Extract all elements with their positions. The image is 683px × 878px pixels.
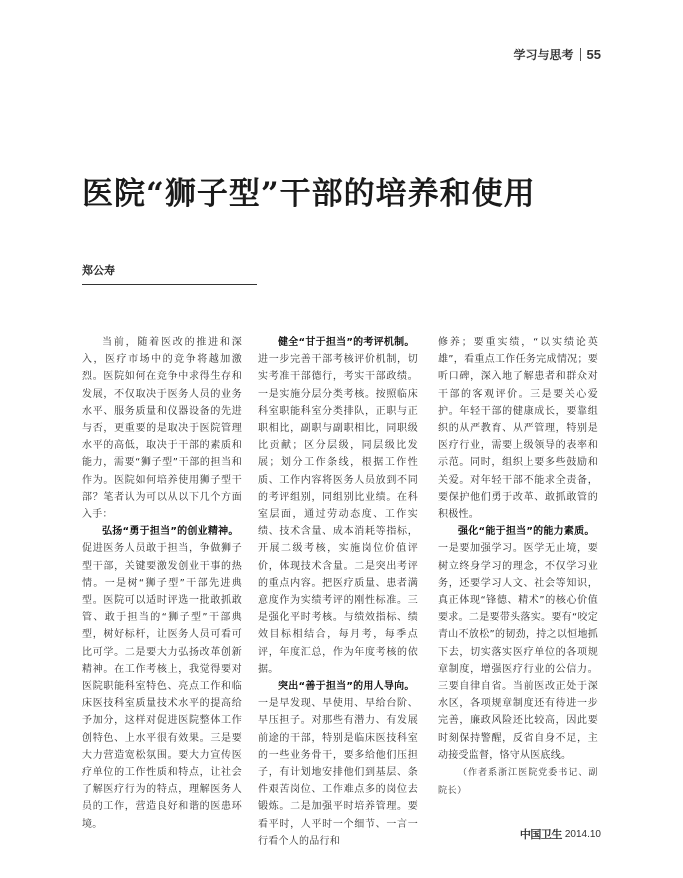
text-column-2 (258, 334, 418, 850)
text-column-3 (438, 334, 598, 800)
page-number: 55 (586, 47, 601, 62)
paragraph: 当前，随着医改的推进和深入，医疗市场中的竞争将越加激烈。医院如何在竞争中求得生存和发展，不仅取决于医务人员的业务水平、服务质量和仪器设备的先进与否，更重要的是取决于医院管理水平的高低，取决于干部的素质和能力，需要“狮子型”干部的担当和作为。医院如何培养使用狮子型干部？笔者认为可以从以下几个方面入手： (82, 337, 242, 521)
article-title: 医院“狮子型”干部的培养和使用 (82, 176, 536, 212)
paragraph: 促进医务人员敢于担当，争做狮子型干部，关键要激发创业干事的热情。一是树“狮子型”干部先进典型。医院可以适时评选一批敢抓敢管、敢于担当的“狮子型”干部典型，树好标杆，让医务人员可看可比可学。二是要大力弘扬改革创新精神。在工作考核上，我觉得要对医院职能科室特色、亮点工作和临床医技科室质量技术水平的提高给予加分，这样对促进医院整体工作创特色、上水平很有效果。三是要大力营造宽松氛围。要大力宣传医疗单位的工作性质和特点，让社会了解医疗行为的特点，理解医务人员的工作，营造良好和谐的医患环境。 (82, 543, 242, 830)
author-signature-text: （作者系浙江医院党委书记、副院长） (438, 768, 598, 797)
text-column-1 (82, 334, 242, 833)
paragraph: 一是要加强学习。医学无止境，要树立终身学习的理念，不仅学习业务，还要学习人文、社会等知识，真正体现“锋德、精术”的核心价值要求。二是要带头落实。要有“咬定青山不放松”的韧劲，持之以恒地抓下去，切实落实医疗单位的各项规章制度，增强医疗行业的公信力。三要自律自省。当前医改正处于深水区，各项规章制度还有待进一步完善，廉政风险还比较高，因此要时刻保持警醒，反省自身不足，主动接受监督，恪守从医底线。 (438, 543, 598, 761)
paragraph: 修养；要重实绩，“以实绩论英雄”，看重点工作任务完成情况；要听口碑，深入地了解患者和群众对干部的客观评价。三是要关心爱护。年轻干部的健康成长，要靠组织的从严教育、从严管理，特别是医疗行业，需要上级领导的表率和示范。同时，组织上要多些鼓励和关爱。对年轻干部不能求全责备，要保护他们勇于改革、敢抓敢管的积极性。 (438, 337, 598, 521)
section-heading: 弘扬“勇于担当”的创业精神。 (102, 526, 239, 538)
paragraph (258, 678, 418, 695)
author-signature (438, 764, 598, 800)
journal-footer (520, 826, 601, 842)
paragraph (258, 334, 418, 351)
section-heading: 突出“善于担当”的用人导向。 (278, 681, 415, 693)
section-heading: 健全“甘于担当”的考评机制。 (278, 337, 415, 348)
section-heading: 强化“能于担当”的能力素质。 (458, 526, 595, 538)
paragraph (438, 523, 598, 540)
section-header (514, 46, 601, 63)
paragraph: 一是早发现、早使用、早给台阶、早压担子。对那些有潜力、有发展前途的干部，特别是临床医技科室的一些业务骨干，要多给他们压担子，有计划地安排他们到基层、条件艰苦岗位、工作难点多的岗位去锻炼。二是加强平时培养管理。要看平时，人平时一个细节、一言一行看个人的品行和 (258, 698, 418, 847)
issue-number: 2014.10 (564, 828, 601, 840)
journal-logo: 中国卫生 (519, 828, 562, 841)
article-author: 郑公寿 (82, 264, 115, 277)
author-divider (82, 284, 257, 285)
paragraph: 进一步完善干部考核评价机制，切实考准干部德行，考实干部政绩。一是实施分层分类考核。按照临床科室职能科室分类排队，正职与正职相比，副职与副职相比，同职级比贡献；区分层级，同层级比发展；划分工作条线，根据工作性质、工作内容将医务人员放到不同的考评组别，同组别比业绩。在科室层面，通过劳动态度、工作实绩、技术含量、成本消耗等指标，开展二级考核，实施岗位价值评价，体现技术含量。二是突出考评的重点内容。把医疗质量、患者满意度作为实绩考评的刚性标准。三是强化平时考核。与绩效指标、绩效目标相结合，每月考，每季点评，年度汇总，作为年度考核的依据。 (258, 354, 418, 675)
paragraph (82, 523, 242, 540)
section-name: 学习与思考 (513, 48, 574, 62)
header-divider (580, 48, 581, 61)
